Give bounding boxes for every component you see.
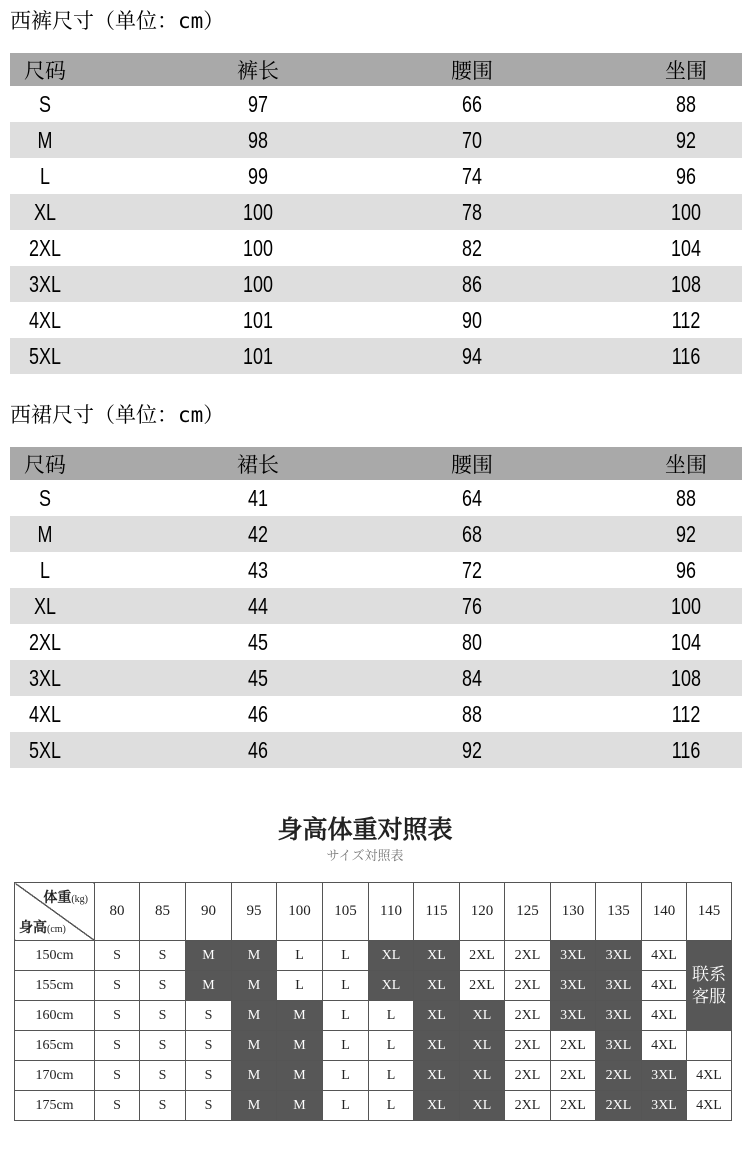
size-cell: XL xyxy=(460,1031,505,1061)
corner-cell xyxy=(15,883,95,941)
size-cell: S xyxy=(95,941,140,971)
size-cell: XL xyxy=(414,971,460,1001)
weight-header-cell: 145 xyxy=(687,883,732,941)
table-cell: XL xyxy=(34,592,56,619)
table-cell: 46 xyxy=(248,700,268,727)
table-cell: 96 xyxy=(676,162,696,189)
height-label-text: 身高 xyxy=(19,921,47,936)
column-header: 裙长 xyxy=(237,452,279,477)
size-cell: XL xyxy=(414,1031,460,1061)
size-cell: L xyxy=(277,941,323,971)
height-cell: 170cm xyxy=(15,1061,95,1091)
height-cell: 175cm xyxy=(15,1091,95,1121)
weight-header-cell: 90 xyxy=(186,883,232,941)
table-cell: 97 xyxy=(248,90,268,117)
weight-header-cell: 95 xyxy=(232,883,277,941)
size-cell: 4XL xyxy=(687,1061,732,1091)
height-row xyxy=(15,1031,732,1061)
weight-header-cell: 105 xyxy=(323,883,369,941)
pants-size-table xyxy=(10,53,742,374)
size-cell: M xyxy=(232,1061,277,1091)
weight-header-cell: 115 xyxy=(414,883,460,941)
size-cell: M xyxy=(186,971,232,1001)
height-row xyxy=(15,1091,732,1121)
table-cell: 44 xyxy=(248,592,268,619)
height-row xyxy=(15,971,732,1001)
table-row xyxy=(10,230,742,266)
size-cell: L xyxy=(323,1031,369,1061)
size-cell: 4XL xyxy=(687,1091,732,1121)
size-cell: 2XL xyxy=(551,1061,596,1091)
size-cell: 3XL xyxy=(642,1061,687,1091)
size-cell: 2XL xyxy=(551,1091,596,1121)
size-cell: 2XL xyxy=(505,1031,551,1061)
size-cell: S xyxy=(186,1061,232,1091)
table-cell: 46 xyxy=(248,736,268,763)
size-cell: 2XL xyxy=(551,1031,596,1061)
table-cell: 76 xyxy=(462,592,482,619)
size-cell: 2XL xyxy=(505,971,551,1001)
size-cell: S xyxy=(140,1061,186,1091)
column-header: 腰围 xyxy=(451,452,493,477)
table-cell: 92 xyxy=(676,520,696,547)
size-cell: 3XL xyxy=(551,971,596,1001)
size-cell: S xyxy=(186,1001,232,1031)
size-cell xyxy=(687,1031,732,1061)
size-cell: XL xyxy=(460,1091,505,1121)
table-cell: S xyxy=(39,484,51,511)
size-cell: L xyxy=(277,971,323,1001)
height-weight-table xyxy=(14,882,732,1121)
height-row xyxy=(15,1061,732,1091)
size-cell: 2XL xyxy=(505,941,551,971)
table-cell: 42 xyxy=(248,520,268,547)
table-row xyxy=(10,624,742,660)
table-row xyxy=(10,338,742,374)
column-header: 坐围 xyxy=(665,58,707,83)
table-cell: L xyxy=(40,556,50,583)
table-cell: 98 xyxy=(248,126,268,153)
size-cell: S xyxy=(186,1031,232,1061)
table-cell: 4XL xyxy=(29,306,61,333)
size-cell: L xyxy=(323,971,369,1001)
height-cell: 165cm xyxy=(15,1031,95,1061)
column-header: 尺码 xyxy=(24,452,66,477)
weight-header-cell: 140 xyxy=(642,883,687,941)
table-row xyxy=(10,158,742,194)
table-cell: 90 xyxy=(462,306,482,333)
table-cell: 104 xyxy=(671,628,701,655)
size-cell: S xyxy=(140,941,186,971)
size-cell: M xyxy=(232,1031,277,1061)
height-row xyxy=(15,941,732,971)
table-row xyxy=(10,516,742,552)
size-cell: M xyxy=(277,1031,323,1061)
column-header: 裤长 xyxy=(237,58,279,83)
table-cell: M xyxy=(37,520,53,547)
height-cell: 160cm xyxy=(15,1001,95,1031)
table-cell: 88 xyxy=(676,484,696,511)
size-cell: 2XL xyxy=(505,1001,551,1031)
table-cell: 108 xyxy=(671,270,701,297)
table-cell: 43 xyxy=(248,556,268,583)
size-cell: 3XL xyxy=(551,941,596,971)
skirt-table-header xyxy=(10,447,742,480)
table-cell: 92 xyxy=(676,126,696,153)
size-cell: L xyxy=(323,1001,369,1031)
size-cell: L xyxy=(369,1091,414,1121)
size-cell: S xyxy=(140,971,186,1001)
size-cell: S xyxy=(95,1001,140,1031)
column-header: 尺码 xyxy=(24,58,66,83)
table-cell: XL xyxy=(34,198,56,225)
table-cell: 45 xyxy=(248,664,268,691)
column-header: 坐围 xyxy=(665,452,707,477)
table-cell: 5XL xyxy=(29,736,61,763)
size-cell: S xyxy=(95,971,140,1001)
size-cell: L xyxy=(323,941,369,971)
table-row xyxy=(10,266,742,302)
size-cell: L xyxy=(369,1061,414,1091)
size-cell: M xyxy=(277,1061,323,1091)
weight-header-cell: 85 xyxy=(140,883,186,941)
table-cell: 88 xyxy=(676,90,696,117)
size-cell: L xyxy=(323,1091,369,1121)
table-cell: 100 xyxy=(243,198,273,225)
table-cell: 2XL xyxy=(29,234,61,261)
table-row xyxy=(10,122,742,158)
table-cell: 92 xyxy=(462,736,482,763)
table-cell: 2XL xyxy=(29,628,61,655)
table-row xyxy=(10,660,742,696)
table-cell: 116 xyxy=(671,342,701,369)
table-cell: 78 xyxy=(462,198,482,225)
size-cell: XL xyxy=(460,1001,505,1031)
pants-table-header xyxy=(10,53,742,86)
size-cell: 2XL xyxy=(460,941,505,971)
table-cell: 41 xyxy=(248,484,268,511)
table-cell: 66 xyxy=(462,90,482,117)
table-cell: 116 xyxy=(671,736,701,763)
contact-service-cell: 联系客服 xyxy=(687,941,732,1031)
table-cell: 64 xyxy=(462,484,482,511)
size-cell: M xyxy=(232,941,277,971)
height-axis-label xyxy=(19,917,66,937)
size-cell: 2XL xyxy=(505,1061,551,1091)
size-cell: XL xyxy=(369,971,414,1001)
table-cell: 100 xyxy=(671,198,701,225)
weight-header-cell: 80 xyxy=(95,883,140,941)
size-cell: M xyxy=(232,1001,277,1031)
height-weight-subtitle: サイズ対照表 xyxy=(326,849,404,864)
table-cell: 68 xyxy=(462,520,482,547)
table-cell: 86 xyxy=(462,270,482,297)
table-cell: 101 xyxy=(243,342,273,369)
weight-label-text: 体重 xyxy=(43,891,72,906)
size-cell: M xyxy=(277,1001,323,1031)
table-cell: 3XL xyxy=(29,270,61,297)
table-cell: 4XL xyxy=(29,700,61,727)
table-cell: 84 xyxy=(462,664,482,691)
weight-unit: (kg) xyxy=(71,894,88,905)
height-cell: 150cm xyxy=(15,941,95,971)
skirt-size-title: 西裙尺寸（单位：cm） xyxy=(10,403,225,427)
table-cell: 45 xyxy=(248,628,268,655)
weight-axis-label xyxy=(43,887,88,907)
table-cell: 3XL xyxy=(29,664,61,691)
table-cell: 101 xyxy=(243,306,273,333)
size-cell: 2XL xyxy=(460,971,505,1001)
table-cell: 112 xyxy=(671,306,701,333)
size-cell: L xyxy=(323,1061,369,1091)
weight-header-row xyxy=(15,883,732,941)
table-row xyxy=(10,552,742,588)
table-cell: 99 xyxy=(248,162,268,189)
size-cell: S xyxy=(140,1001,186,1031)
size-cell: 3XL xyxy=(596,971,642,1001)
weight-header-cell: 100 xyxy=(277,883,323,941)
size-cell: 4XL xyxy=(642,971,687,1001)
size-cell: L xyxy=(369,1001,414,1031)
table-row xyxy=(10,480,742,516)
table-cell: 94 xyxy=(462,342,482,369)
size-cell: S xyxy=(186,1091,232,1121)
size-cell: 2XL xyxy=(596,1061,642,1091)
height-weight-title: 身高体重对照表 xyxy=(277,815,453,844)
table-row xyxy=(10,86,742,122)
table-cell: 100 xyxy=(671,592,701,619)
table-cell: L xyxy=(40,162,50,189)
table-cell: M xyxy=(37,126,53,153)
size-cell: XL xyxy=(414,1091,460,1121)
table-cell: 100 xyxy=(243,234,273,261)
table-cell: 108 xyxy=(671,664,701,691)
size-cell: XL xyxy=(414,941,460,971)
size-cell: XL xyxy=(414,1001,460,1031)
size-cell: 4XL xyxy=(642,1001,687,1031)
size-cell: M xyxy=(277,1091,323,1121)
table-row xyxy=(10,732,742,768)
table-cell: 80 xyxy=(462,628,482,655)
size-cell: 2XL xyxy=(596,1091,642,1121)
table-cell: 112 xyxy=(671,700,701,727)
height-unit: (cm) xyxy=(47,924,66,935)
size-cell: XL xyxy=(369,941,414,971)
weight-header-cell: 110 xyxy=(369,883,414,941)
table-cell: 100 xyxy=(243,270,273,297)
pants-size-title: 西裤尺寸（单位：cm） xyxy=(10,9,225,33)
size-cell: M xyxy=(186,941,232,971)
table-cell: 104 xyxy=(671,234,701,261)
weight-header-cell: 125 xyxy=(505,883,551,941)
size-cell: 3XL xyxy=(596,941,642,971)
table-cell: S xyxy=(39,90,51,117)
size-cell: S xyxy=(140,1091,186,1121)
skirt-size-table xyxy=(10,447,742,768)
table-row xyxy=(10,302,742,338)
size-cell: 4XL xyxy=(642,1031,687,1061)
table-row xyxy=(10,588,742,624)
size-cell: S xyxy=(95,1031,140,1061)
table-cell: 88 xyxy=(462,700,482,727)
size-cell: S xyxy=(95,1061,140,1091)
size-cell: 2XL xyxy=(505,1091,551,1121)
size-cell: 3XL xyxy=(596,1031,642,1061)
weight-header-cell: 135 xyxy=(596,883,642,941)
weight-header-cell: 120 xyxy=(460,883,505,941)
size-cell: S xyxy=(140,1031,186,1061)
size-cell: M xyxy=(232,971,277,1001)
size-cell: XL xyxy=(460,1061,505,1091)
table-cell: 70 xyxy=(462,126,482,153)
size-cell: S xyxy=(95,1091,140,1121)
size-cell: 3XL xyxy=(551,1001,596,1031)
table-cell: 72 xyxy=(462,556,482,583)
size-cell: M xyxy=(232,1091,277,1121)
size-cell: 4XL xyxy=(642,941,687,971)
table-cell: 96 xyxy=(676,556,696,583)
size-cell: XL xyxy=(414,1061,460,1091)
column-header: 腰围 xyxy=(451,58,493,83)
height-cell: 155cm xyxy=(15,971,95,1001)
weight-header-cell: 130 xyxy=(551,883,596,941)
table-row xyxy=(10,194,742,230)
size-cell: 3XL xyxy=(596,1001,642,1031)
table-cell: 74 xyxy=(462,162,482,189)
table-row xyxy=(10,696,742,732)
table-cell: 5XL xyxy=(29,342,61,369)
size-cell: 3XL xyxy=(642,1091,687,1121)
table-cell: 82 xyxy=(462,234,482,261)
size-cell: L xyxy=(369,1031,414,1061)
height-row xyxy=(15,1001,732,1031)
